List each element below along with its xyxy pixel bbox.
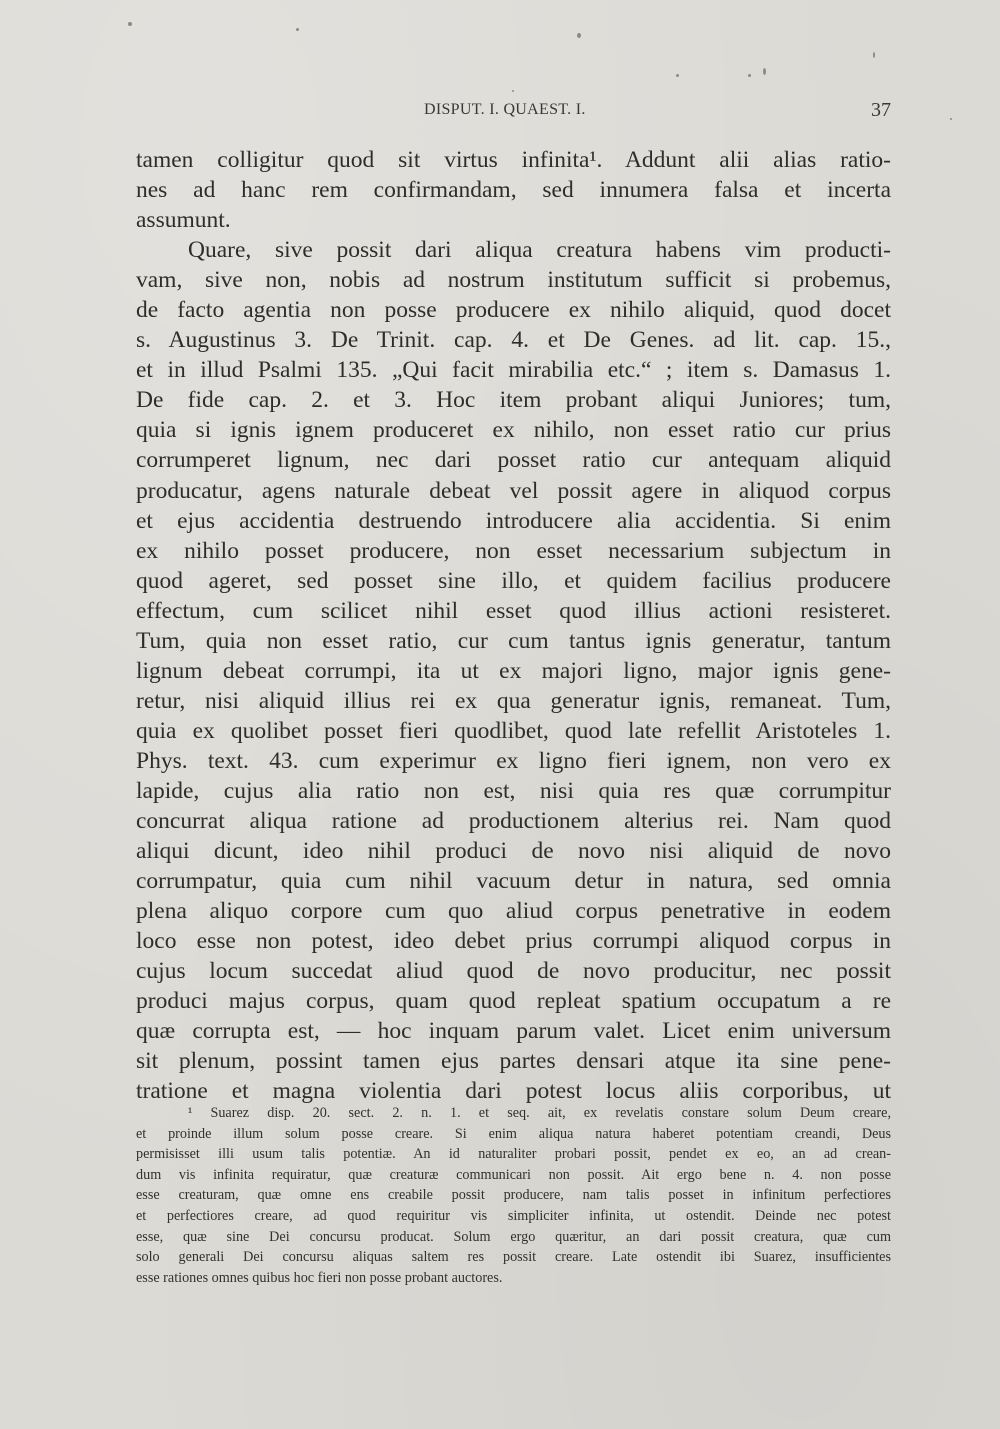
footnote-line: ¹ Suarez disp. 20. sect. 2. n. 1. et seq. ait, ex revelatis constare solum Deum creare, <box>188 1105 891 1121</box>
footnote-line: permisisset illi usum talis potentiæ. An id naturaliter probari possit, pendet ex eo, an ad crean- <box>136 1146 891 1163</box>
paper-speck <box>748 74 751 77</box>
text-line: aliqui dicunt, ideo nihil produci de novo nisi aliquid de novo <box>136 838 891 865</box>
footnote-line: et proinde illum solum posse creare. Si enim aliqua natura haberet potentiam creandi, Deus <box>136 1125 891 1142</box>
footnote-line: et perfectiores creare, ad quod requiritur vis simpliciter infinita, ut ostendit. Deinde nec potest <box>136 1207 891 1224</box>
text-line: corrumperet lignum, nec dari posset ratio cur antequam aliquid <box>136 447 891 474</box>
footnote-line: dum vis infinita requiratur, quæ creaturæ communicari non possit. Ait ergo bene n. 4. non posse <box>136 1166 891 1183</box>
text-line: Phys. text. 43. cum experimur ex ligno fieri ignem, non vero ex <box>136 747 891 774</box>
text-line: lignum debeat corrumpi, ita ut ex majori ligno, major ignis gene- <box>136 657 891 684</box>
paper-speck <box>296 28 299 31</box>
text-line: s. Augustinus 3. De Trinit. cap. 4. et De Genes. ad lit. cap. 15., <box>136 327 891 354</box>
text-line: Tum, quia non esset ratio, cur cum tantus ignis generatur, tantum <box>136 627 891 654</box>
text-line: ex nihilo posset producere, non esset necessarium subjectum in <box>136 537 891 564</box>
footnote-line: esse rationes omnes quibus hoc fieri non posse probant auctores. <box>136 1269 503 1286</box>
paper-speck <box>512 90 514 92</box>
text-line: cujus locum succedat aliud quod de novo producitur, nec possit <box>136 958 891 985</box>
text-line: concurrat aliqua ratione ad productionem alterius rei. Nam quod <box>136 808 891 835</box>
text-line: lapide, cujus alia ratio non est, nisi quia res quæ corrumpitur <box>136 777 891 804</box>
paper-speck <box>763 68 766 75</box>
text-line: corrumpatur, quia cum nihil vacuum detur in natura, sed omnia <box>136 868 891 895</box>
text-line: nes ad hanc rem confirmandam, sed innumera falsa et incerta <box>136 177 891 204</box>
text-line: quia si ignis ignem produceret ex nihilo, non esset ratio cur prius <box>136 417 891 444</box>
paper-speck <box>577 33 581 38</box>
main-text <box>136 145 891 1107</box>
text-line: vam, sive non, nobis ad nostrum institutum sufficit si probemus, <box>136 267 891 294</box>
text-line: assumunt. <box>136 207 231 234</box>
footnote-line: solo generali Dei concursu aliquas saltem res possit creare. Late ostendit ibi Suarez, insufficientes <box>136 1249 891 1266</box>
text-line: De fide cap. 2. et 3. Hoc item probant aliqui Juniores; tum, <box>136 387 891 414</box>
paper-speck <box>950 118 952 120</box>
page-number: 37 <box>871 99 891 121</box>
footnote-line: esse, quæ sine Dei concursu producat. Solum ergo quæritur, an dari possit creatura, quæ cum <box>136 1228 891 1245</box>
paper-speck <box>873 52 875 58</box>
footnote-block <box>136 1103 891 1288</box>
running-head: DISPUT. I. QUAEST. I. <box>424 101 586 118</box>
text-line: produci majus corpus, quam quod repleat spatium occupatum a re <box>136 988 891 1015</box>
footnote-line: esse creaturam, quæ omne ens creabile possit producere, nam talis posset in infinitum perfectiores <box>136 1187 891 1204</box>
text-line: tamen colligitur quod sit virtus infinita¹. Addunt alii alias ratio- <box>136 147 891 173</box>
text-line: sit plenum, possint tamen ejus partes densari atque ita sine pene- <box>136 1048 891 1075</box>
text-line: producatur, agens naturale debeat vel possit agere in aliquod corpus <box>136 477 891 504</box>
text-line: de facto agentia non posse producere ex nihilo aliquid, quod docet <box>136 297 891 324</box>
text-line: quod ageret, sed posset sine illo, et quidem facilius producere <box>136 567 891 594</box>
text-line: plena aliquo corpore cum quo aliud corpus penetrative in eodem <box>136 898 891 925</box>
text-line: et ejus accidentia destruendo introducere alia accidentia. Si enim <box>136 507 891 534</box>
paper-speck <box>128 22 132 26</box>
page-header <box>136 101 891 131</box>
text-line: loco esse non potest, ideo debet prius corrumpi aliquod corpus in <box>136 928 891 955</box>
text-line: effectum, cum scilicet nihil esset quod illius actioni resisteret. <box>136 597 891 624</box>
text-line: quia ex quolibet posset fieri quodlibet, quod late refellit Aristoteles 1. <box>136 717 891 744</box>
text-line: retur, nisi aliquid illius rei ex qua generatur ignis, remaneat. Tum, <box>136 687 891 714</box>
text-line: quæ corrupta est, — hoc inquam parum valet. Licet enim universum <box>136 1018 891 1045</box>
text-line: et in illud Psalmi 135. „Qui facit mirabilia etc.“ ; item s. Damasus 1. <box>136 357 891 384</box>
paper-speck <box>676 74 679 77</box>
text-line: Quare, sive possit dari aliqua creatura habens vim producti- <box>188 237 891 264</box>
text-line: tratione et magna violentia dari potest locus aliis corporibus, ut <box>136 1078 891 1105</box>
